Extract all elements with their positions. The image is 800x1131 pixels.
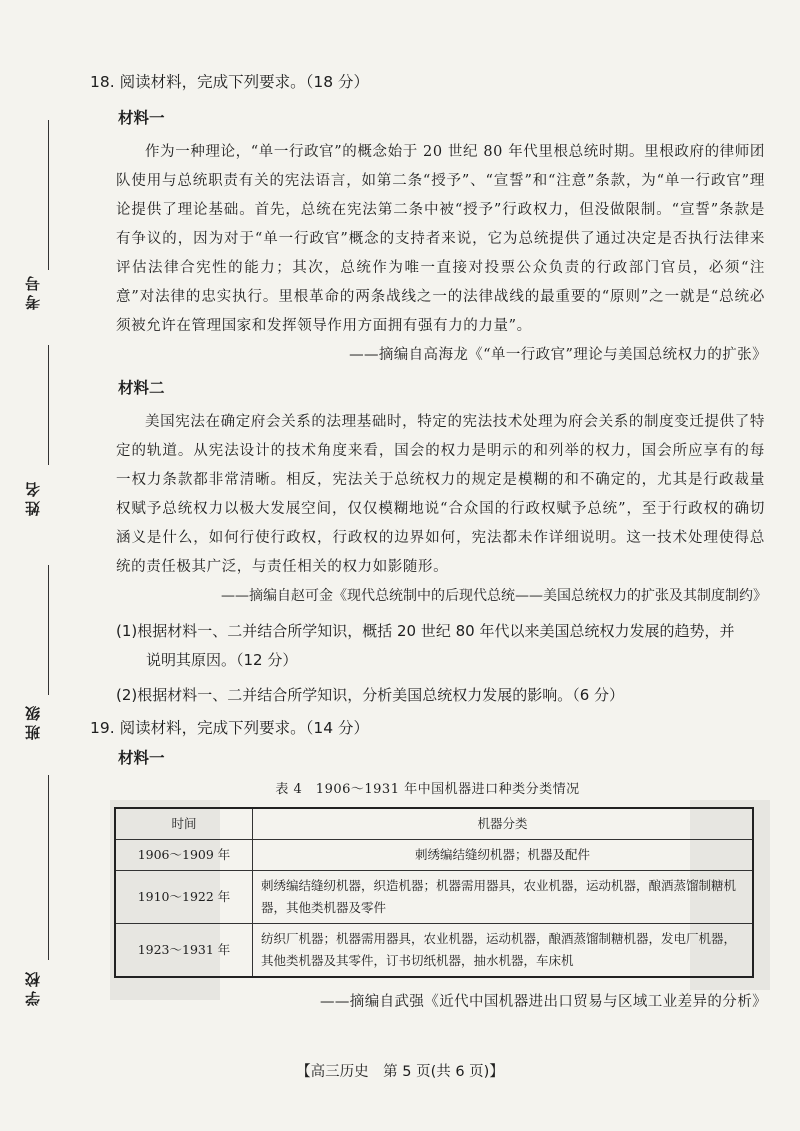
machine-import-table [114,807,754,978]
class-line [48,565,49,695]
q18-material2-source: ——摘编自赵可金《现代总统制中的后现代总统——美国总统权力的扩张及其制度制约》 [221,588,767,604]
q18-material1-source: ——摘编自高海龙《“单一行政官”理论与美国总统权力的扩张》 [349,347,767,363]
table-row [115,840,753,871]
school-label: 学校 [24,968,42,1006]
q18-material1-label: 材料一 [118,109,165,127]
table-header-row [115,808,753,840]
q18-material1-text: 作为一种理论，“单一行政官”的概念始于 20 世纪 80 年代里根总统时期。里根政府的律师团队使用与总统职责有关的宪法语言，如第二条“授予”、“宣誓”和“注意”条款，为“单一行政官”理论提供了理论基础。首先，总统在宪法第二条中被“授予”行政权力，但没做限制。“宣誓”条款是有争议的，因为对于“单一行政官”概念的支持者来说，它为总统提供了通过决定是否执行法律来评估法律合宪性的能力；其次，总统作为唯一直接对投票公众负责的行政部门官员，必须“注意”对法律的忠实执行。里根革命的两条战线之一的法律战线的最重要的“原则”之一就是“总统必须被允许在管理国家和发挥领导作用方面拥有强有力的力量”。 [116,144,765,334]
exam-number-label: 考号 [24,272,42,310]
name-label: 姓名 [24,478,42,516]
row2-items: 刺绣编结缝纫机器，织造机器；机器需用器具，农业机器，运动机器，酿酒蒸馏制糖机器，其他类机器及零件 [253,871,754,924]
question-19-title: 19. 阅读材料，完成下列要求。（14 分） [90,719,369,737]
row1-time: 1906～1909 年 [115,840,253,871]
q19-table-caption: 表 4 1906～1931 年中国机器进口种类分类情况 [275,782,580,797]
page-footer: 【高三历史 第 5 页(共 6 页)】 [296,1064,504,1080]
table-row [115,871,753,924]
q18-sub1-line1: (1)根据材料一、二并结合所学知识，概括 20 世纪 80 年代以来美国总统权力发展的趋势，并 [116,622,735,640]
question-18-title: 18. 阅读材料，完成下列要求。（18 分） [90,73,369,91]
name-line [48,345,49,465]
row2-time: 1910～1922 年 [115,871,253,924]
binding-margin [0,0,80,1131]
row3-time: 1923～1931 年 [115,924,253,978]
q18-subquestion-1 [116,617,765,675]
exam-number-line [48,120,49,270]
q18-material2-text: 美国宪法在确定府会关系的法理基础时，特定的宪法技术处理为府会关系的制度变迁提供了特定的轨道。从宪法设计的技术角度来看，国会的权力是明示的和列举的权力，国会所应享有的每一权力条款都非常清晰。相反，宪法关于总统权力的规定是模糊的和不确定的，尤其是行政裁量权赋予总统权力以极大发展空间，仅仅模糊地说“合众国的行政权赋予总统”，至于行政权的确切涵义是什么，如何行使行政权，行政权的边界如何，宪法都未作详细说明。这一技术处理使得总统的责任极其广泛，与责任相关的权力如影随形。 [116,414,765,575]
school-line [48,775,49,960]
q18-subquestion-2: (2)根据材料一、二并结合所学知识，分析美国总统权力发展的影响。（6 分） [116,686,625,704]
row1-items: 刺绣编结缝纫机器；机器及配件 [253,840,754,871]
class-label: 班级 [24,702,42,740]
q19-table-source: ——摘编自武强《近代中国机器进出口贸易与区域工业差异的分析》 [320,994,767,1010]
header-category: 机器分类 [253,808,754,840]
row3-items: 纺织厂机器；机器需用器具，农业机器，运动机器，酿酒蒸馏制糖机器，发电厂机器，其他类机器及其零件，订书切纸机器，抽水机器，车床机 [253,924,754,978]
table-row [115,924,753,978]
header-time: 时间 [115,808,253,840]
q18-sub1-line2: 说明其原因。（12 分） [146,651,298,669]
exam-content [90,70,765,1023]
q19-material1-label: 材料一 [118,749,165,767]
q18-material2-label: 材料二 [118,379,165,397]
